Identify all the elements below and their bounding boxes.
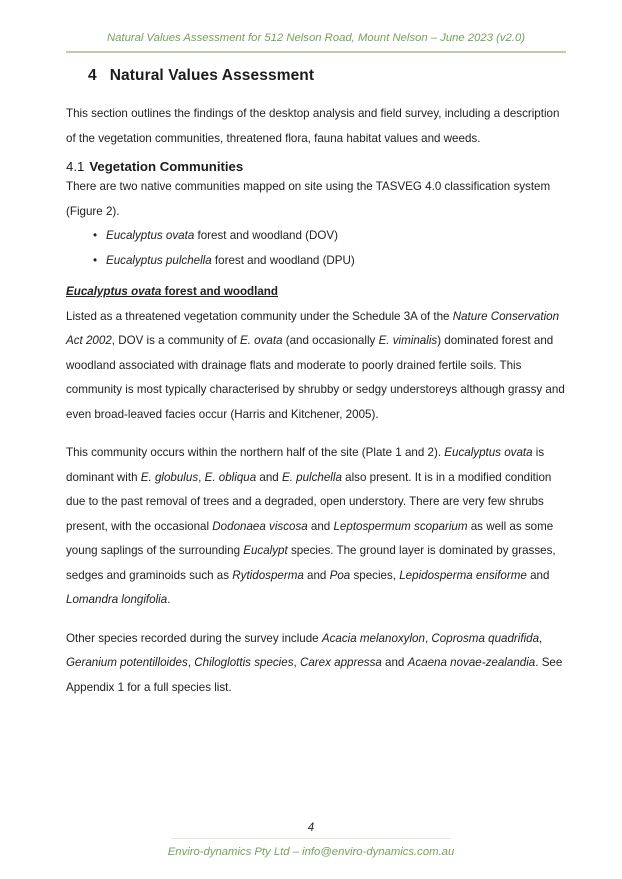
- page-number: 4: [307, 822, 315, 834]
- section-heading-4-1: [66, 159, 566, 174]
- list-item-dpu: • Eucalyptus pulchella forest and woodland (DPU): [93, 249, 566, 274]
- dov-community-heading: Eucalyptus ovata forest and woodland: [66, 285, 278, 298]
- other-species-paragraph: Other species recorded during the survey include Acacia melanoxylon, Coprosma quadrifida, Geranium potentilloides, Chiloglottis species, Carex appressa and Acaena novae-zealandia. See Appendix 1 for a full species list.: [66, 631, 563, 694]
- heading-number: 4: [88, 67, 97, 84]
- list-item-dov: • Eucalyptus ovata forest and woodland (DOV): [93, 224, 566, 249]
- dov-paragraph-1: Listed as a threatened vegetation community under the Schedule 3A of the Nature Conservation Act 2002, DOV is a community of E. ovata (and occasionally E. viminalis) dominated forest and woodland associated with drainage flats and moderate to poorly drained fertile soils. This community is most typically characterised by shrubby or sedgy understoreys although grassy and even broad-leaved facies occur (Harris and Kitchener, 2005).: [66, 309, 565, 421]
- running-header-title: Natural Values Assessment for 512 Nelson Road, Mount Nelson – June 2023 (v2.0): [106, 32, 525, 44]
- section-heading-4: [88, 67, 566, 85]
- community-bullet-list: [66, 224, 566, 273]
- intro-paragraph: This section outlines the findings of the desktop analysis and field survey, including a description of the vegetation communities, threatened flora, fauna habitat values and weeds.: [66, 107, 560, 145]
- vegetation-intro-paragraph: There are two native communities mapped on site using the TASVEG 4.0 classification system (Figure 2).: [66, 180, 551, 218]
- subsection-number: 4.1: [66, 159, 85, 174]
- running-header: [66, 0, 566, 45]
- footer-rule: [171, 838, 451, 839]
- dov-paragraph-2: This community occurs within the northern half of the site (Plate 1 and 2). Eucalyptus ovata is dominant with E. globulus, E. obliqua and E. pulchella also present. It is in a modified condition due to the past removal of trees and a degraded, open understory. There are very few shrubs present, with the occasional Dodonaea viscosa and Leptospermum scoparium as well as some young saplings of the surrounding Eucalypt species. The ground layer is dominated by grasses, sedges and graminoids such as Rytidosperma and Poa species, Lepidosperma ensiforme and Lomandra longifolia.: [66, 446, 556, 606]
- header-rule: [66, 51, 566, 53]
- footer-contact: Enviro-dynamics Pty Ltd – info@enviro-dynamics.com.au: [167, 846, 455, 858]
- subsection-title: Vegetation Communities: [89, 159, 244, 174]
- heading-title: Natural Values Assessment: [109, 67, 315, 84]
